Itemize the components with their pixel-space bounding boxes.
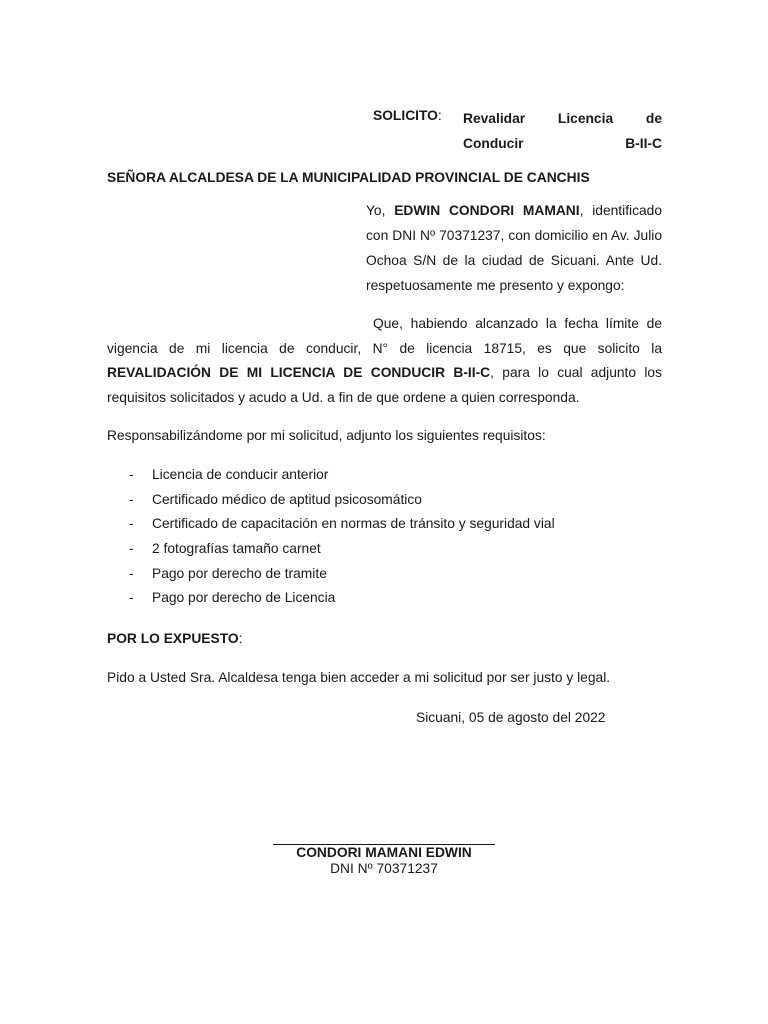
list-item: - Licencia de conducir anterior bbox=[129, 465, 555, 490]
intro-paragraph bbox=[366, 198, 662, 298]
list-item: - Certificado de capacitación en normas de tránsito y seguridad vial bbox=[129, 514, 555, 539]
request-part2: , para lo cual adjunto los requisitos solicitados y acudo a Ud. a fin de que ordene a quien corresponda. bbox=[107, 365, 662, 405]
list-marker: - bbox=[129, 467, 134, 482]
intro-rest: , identificado con DNI Nº 70371237, con domicilio en Av. Julio Ochoa S/N de la ciudad de Sicuani. Ante Ud. respetuosamente me presento y expongo: bbox=[366, 203, 663, 293]
signature-name: CONDORI MAMANI EDWIN bbox=[296, 845, 472, 860]
list-item: - Certificado médico de aptitud psicosomático bbox=[129, 490, 555, 515]
intro-prefix: Yo, bbox=[366, 203, 395, 218]
closing-request: Pido a Usted Sra. Alcaldesa tenga bien acceder a mi solicitud por ser justo y legal. bbox=[107, 670, 611, 685]
place-date: Sicuani, 05 de agosto del 2022 bbox=[416, 710, 606, 725]
list-marker: - bbox=[129, 565, 134, 581]
conclusion-heading: POR LO EXPUESTO: bbox=[107, 631, 243, 646]
list-marker: - bbox=[129, 516, 134, 532]
list-marker: - bbox=[129, 541, 134, 557]
addressee: SEÑORA ALCALDESA DE LA MUNICIPALIDAD PROVINCIAL DE CANCHIS bbox=[107, 170, 590, 185]
list-item: - 2 fotografías tamaño carnet bbox=[129, 539, 555, 564]
subject-label: SOLICITO: bbox=[373, 108, 442, 123]
requirements-intro: Responsabilizándome por mi solicitud, adjunto los siguientes requisitos: bbox=[107, 428, 546, 443]
request-bold: REVALIDACIÓN DE MI LICENCIA DE CONDUCIR B-II-C bbox=[107, 365, 491, 381]
list-marker: - bbox=[129, 590, 134, 606]
list-item: - Pago por derecho de tramite bbox=[129, 564, 555, 589]
request-part1: Que, habiendo alcanzado la fecha límite de vigencia de mi licencia de conducir, N° de licencia 18715, es que solicito la bbox=[107, 316, 662, 356]
request-paragraph bbox=[107, 312, 662, 410]
list-marker: - bbox=[129, 491, 134, 507]
subject-text: Revalidar Licencia de Conducir B-II-C bbox=[463, 111, 662, 151]
requirements-list bbox=[129, 465, 555, 613]
applicant-name: EDWIN CONDORI MAMANI bbox=[394, 203, 580, 218]
list-item: - Pago por derecho de Licencia bbox=[129, 588, 555, 613]
signature-dni: DNI Nº 70371237 bbox=[330, 861, 438, 876]
